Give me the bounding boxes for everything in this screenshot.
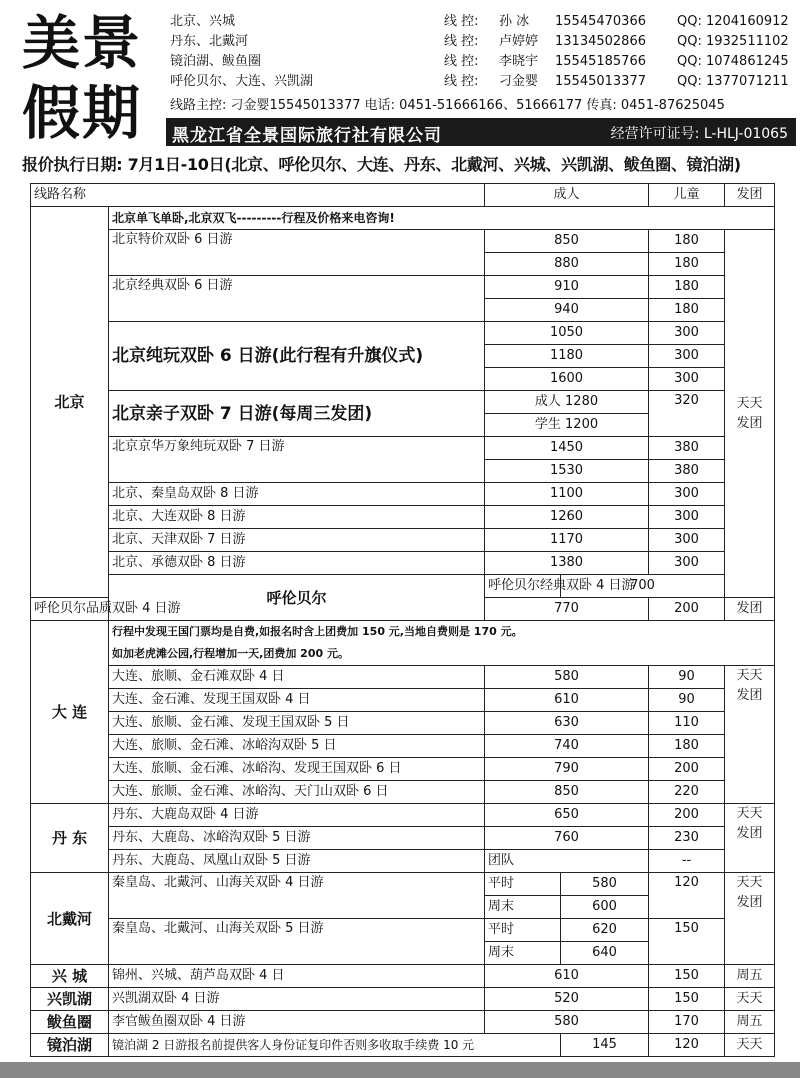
child-price: 320 — [649, 391, 725, 437]
day-type: 周末 — [485, 896, 561, 919]
adult-price: 610 — [485, 689, 649, 712]
control-label: 线 控: — [444, 14, 479, 29]
dalian-note-1: 行程中发现王国门票均是自费,如报名时含上团费加 150 元,当地自费则是 170 元。 — [109, 621, 775, 644]
route-name: 北京亲子双卧 7 日游(每周三发团) — [109, 391, 485, 437]
table-row — [31, 804, 775, 827]
child-price: 150 — [649, 919, 725, 965]
adult-price: 学生 1200 — [485, 414, 649, 437]
adult-price: 1600 — [485, 368, 649, 391]
header-depart: 发团 — [725, 184, 775, 207]
table-row — [31, 1011, 775, 1034]
table-row — [31, 437, 775, 460]
table-row — [31, 391, 775, 414]
route-name: 丹东、大鹿岛、冰峪沟双卧 5 日游 — [109, 827, 485, 850]
adult-price: 600 — [561, 896, 649, 919]
table-row — [31, 689, 775, 712]
route-name: 镜泊湖 2 日游报名前提供客人身份证复印件否则多收取手续费 10 元 — [109, 1034, 561, 1057]
beijing-depart: 天天 发团 — [725, 230, 775, 598]
depart-schedule: 天天 — [725, 988, 775, 1011]
region-dandong: 丹 东 — [31, 804, 109, 873]
adult-price: 580 — [485, 666, 649, 689]
route-name: 北京、大连双卧 8 日游 — [109, 506, 485, 529]
adult-price: 850 — [485, 781, 649, 804]
adult-price: 770 — [485, 598, 649, 621]
header — [0, 0, 800, 150]
brand-logo — [22, 8, 162, 148]
table-row — [31, 1034, 775, 1057]
child-price: 180 — [649, 735, 725, 758]
child-price: 220 — [649, 781, 725, 804]
table-row — [31, 781, 775, 804]
adult-price: 520 — [485, 988, 649, 1011]
child-price: 180 — [649, 230, 725, 253]
header-route: 线路名称 — [31, 184, 485, 207]
child-price: 150 — [649, 965, 725, 988]
route-name: 李官鲅鱼圈双卧 4 日游 — [109, 1011, 485, 1034]
region-xingcheng: 兴 城 — [31, 965, 109, 988]
line-control-row — [444, 72, 789, 92]
price-table — [30, 183, 775, 1057]
control-label: 线 控: — [444, 74, 479, 89]
route-name: 大连、金石滩、发现王国双卧 4 日 — [109, 689, 485, 712]
child-price: 180 — [649, 276, 725, 299]
child-price: 300 — [649, 552, 725, 575]
adult-price: 团队 — [485, 850, 649, 873]
control-label: 线 控: — [444, 54, 479, 69]
table-row — [31, 873, 775, 896]
route-name: 丹东、大鹿岛、凤凰山双卧 5 日游 — [109, 850, 485, 873]
table-row — [31, 850, 775, 873]
child-price: 200 — [649, 758, 725, 781]
region-bayuquan: 鲅鱼圈 — [31, 1011, 109, 1034]
control-name: 卢婷婷 — [499, 34, 539, 49]
table-row — [31, 621, 775, 644]
depart-schedule: 周五 — [725, 1011, 775, 1034]
destination-item: 呼伦贝尔、大连、兴凯湖 — [170, 74, 314, 89]
region-dalian: 大 连 — [31, 621, 109, 804]
adult-price: 620 — [561, 919, 649, 942]
table-row — [31, 965, 775, 988]
child-price: 120 — [649, 873, 725, 919]
adult-price: 700 — [561, 575, 725, 598]
route-name: 兴凯湖双卧 4 日游 — [109, 988, 485, 1011]
control-name: 孙 冰 — [499, 14, 530, 29]
table-row — [31, 529, 775, 552]
brand-line2: 假期 — [22, 79, 143, 147]
route-name: 大连、旅顺、金石滩、冰峪沟双卧 5 日 — [109, 735, 485, 758]
region-jingpohu: 镜泊湖 — [31, 1034, 109, 1057]
adult-price: 940 — [485, 299, 649, 322]
route-name: 呼伦贝尔品质双卧 4 日游 — [31, 598, 109, 621]
adult-price: 1180 — [485, 345, 649, 368]
table-header-row — [31, 184, 775, 207]
control-qq: QQ: 1932511102 — [677, 34, 789, 49]
child-price: 90 — [649, 666, 725, 689]
child-price: 180 — [649, 253, 725, 276]
route-name: 北京京华万象纯玩双卧 7 日游 — [109, 437, 485, 483]
child-price: 230 — [649, 827, 725, 850]
route-name: 呼伦贝尔经典双卧 4 日游 — [485, 575, 561, 598]
adult-price: 成人 1280 — [485, 391, 649, 414]
adult-price: 640 — [561, 942, 649, 965]
route-name: 大连、旅顺、金石滩、发现王国双卧 5 日 — [109, 712, 485, 735]
child-price: -- — [649, 850, 725, 873]
table-row — [31, 276, 775, 299]
adult-price: 760 — [485, 827, 649, 850]
route-name: 大连、旅顺、金石滩、冰峪沟、天门山双卧 6 日 — [109, 781, 485, 804]
child-price: 300 — [649, 368, 725, 391]
child-price: 90 — [649, 689, 725, 712]
table-row — [31, 827, 775, 850]
line-control-row — [444, 52, 789, 72]
control-name: 刁金婴 — [499, 74, 539, 89]
footer-bar — [0, 1062, 800, 1078]
depart-schedule: 发团 — [725, 598, 775, 621]
main-contact: 线路主控: 刁金婴15545013377 电话: 0451-51666166、51666177 传真: 0451-87625045 — [170, 98, 725, 113]
control-phone: 15545185766 — [555, 54, 646, 69]
day-type: 平时 — [485, 873, 561, 896]
day-type: 平时 — [485, 919, 561, 942]
child-price: 300 — [649, 483, 725, 506]
company-name: 黑龙江省全景国际旅行社有限公司 — [172, 126, 442, 146]
adult-price: 145 — [561, 1034, 649, 1057]
date-line: 报价执行日期: 7月1日-10日(北京、呼伦贝尔、大连、丹东、北戴河、兴城、兴凯湖、鲅鱼圈、镜泊湖) — [22, 155, 741, 174]
child-price: 110 — [649, 712, 725, 735]
table-row — [31, 735, 775, 758]
control-phone: 13134502866 — [555, 34, 646, 49]
table-row — [31, 230, 775, 253]
child-price: 170 — [649, 1011, 725, 1034]
adult-price: 850 — [485, 230, 649, 253]
region-hulunbuir: 呼伦贝尔 — [109, 575, 485, 621]
table-row — [31, 483, 775, 506]
control-name: 李晓宇 — [499, 54, 539, 69]
route-name: 北京、天津双卧 7 日游 — [109, 529, 485, 552]
route-name: 秦皇岛、北戴河、山海关双卧 4 日游 — [109, 873, 485, 919]
child-price: 300 — [649, 506, 725, 529]
child-price: 120 — [649, 1034, 725, 1057]
control-label: 线 控: — [444, 34, 479, 49]
route-name: 北京特价双卧 6 日游 — [109, 230, 485, 276]
destination-list — [170, 12, 313, 92]
beidaihe-depart: 天天 发团 — [725, 873, 775, 965]
child-price: 180 — [649, 299, 725, 322]
adult-price: 1050 — [485, 322, 649, 345]
header-child: 儿童 — [649, 184, 725, 207]
region-xingkaihu: 兴凯湖 — [31, 988, 109, 1011]
control-qq: QQ: 1204160912 — [677, 14, 789, 29]
control-phone: 15545013377 — [555, 74, 646, 89]
child-price: 300 — [649, 529, 725, 552]
table-row — [31, 575, 775, 598]
dandong-depart: 天天 发团 — [725, 804, 775, 873]
adult-price: 740 — [485, 735, 649, 758]
line-control-row — [444, 32, 789, 52]
license-number: 经营许可证号: L-HLJ-01065 — [610, 126, 788, 142]
table-row — [31, 919, 775, 942]
dalian-note-2: 如加老虎滩公园,行程增加一天,团费加 200 元。 — [109, 643, 775, 666]
adult-price: 580 — [561, 873, 649, 896]
child-price: 150 — [649, 988, 725, 1011]
route-name: 北京、承德双卧 8 日游 — [109, 552, 485, 575]
company-bar — [166, 118, 796, 146]
table-row — [31, 666, 775, 689]
route-name: 秦皇岛、北戴河、山海关双卧 5 日游 — [109, 919, 485, 965]
table-row — [31, 643, 775, 666]
table-row — [31, 988, 775, 1011]
destination-item: 丹东、北戴河 — [170, 34, 249, 49]
dalian-depart: 天天 发团 — [725, 666, 775, 804]
child-price: 200 — [649, 804, 725, 827]
child-price: 300 — [649, 345, 725, 368]
line-control-list — [444, 12, 789, 92]
region-beijing: 北京 — [31, 207, 109, 598]
route-name: 北京、秦皇岛双卧 8 日游 — [109, 483, 485, 506]
destination-item: 镜泊湖、鲅鱼圈 — [170, 54, 262, 69]
adult-price: 610 — [485, 965, 649, 988]
control-qq: QQ: 1074861245 — [677, 54, 789, 69]
route-name: 北京纯玩双卧 6 日游(此行程有升旗仪式) — [109, 322, 485, 391]
adult-price: 580 — [485, 1011, 649, 1034]
child-price: 200 — [649, 598, 725, 621]
route-name: 大连、旅顺、金石滩双卧 4 日 — [109, 666, 485, 689]
adult-price: 630 — [485, 712, 649, 735]
adult-price: 1260 — [485, 506, 649, 529]
child-price: 300 — [649, 322, 725, 345]
table-row — [31, 758, 775, 781]
adult-price: 910 — [485, 276, 649, 299]
route-name: 锦州、兴城、葫芦岛双卧 4 日 — [109, 965, 485, 988]
route-name: 大连、旅顺、金石滩、冰峪沟、发现王国双卧 6 日 — [109, 758, 485, 781]
adult-price: 1100 — [485, 483, 649, 506]
adult-price: 1450 — [485, 437, 649, 460]
adult-price: 1530 — [485, 460, 649, 483]
route-name: 北京经典双卧 6 日游 — [109, 276, 485, 322]
table-row — [31, 207, 775, 230]
beijing-note: 北京单飞单卧,北京双飞---------行程及价格来电咨询! — [109, 207, 775, 230]
control-qq: QQ: 1377071211 — [677, 74, 789, 89]
adult-price: 1170 — [485, 529, 649, 552]
child-price: 380 — [649, 437, 725, 460]
adult-price: 880 — [485, 253, 649, 276]
destination-item: 北京、兴城 — [170, 14, 236, 29]
depart-schedule: 周五 — [725, 965, 775, 988]
adult-price: 650 — [485, 804, 649, 827]
table-row — [31, 552, 775, 575]
region-beidaihe: 北戴河 — [31, 873, 109, 965]
adult-price: 1380 — [485, 552, 649, 575]
table-row — [31, 506, 775, 529]
day-type: 周末 — [485, 942, 561, 965]
table-row — [31, 712, 775, 735]
line-control-row — [444, 12, 789, 32]
child-price: 380 — [649, 460, 725, 483]
header-adult: 成人 — [485, 184, 649, 207]
control-phone: 15545470366 — [555, 14, 646, 29]
table-row — [31, 322, 775, 345]
route-name: 丹东、大鹿岛双卧 4 日游 — [109, 804, 485, 827]
adult-price: 790 — [485, 758, 649, 781]
brand-line1: 美景 — [22, 9, 143, 77]
depart-schedule: 天天 — [725, 1034, 775, 1057]
